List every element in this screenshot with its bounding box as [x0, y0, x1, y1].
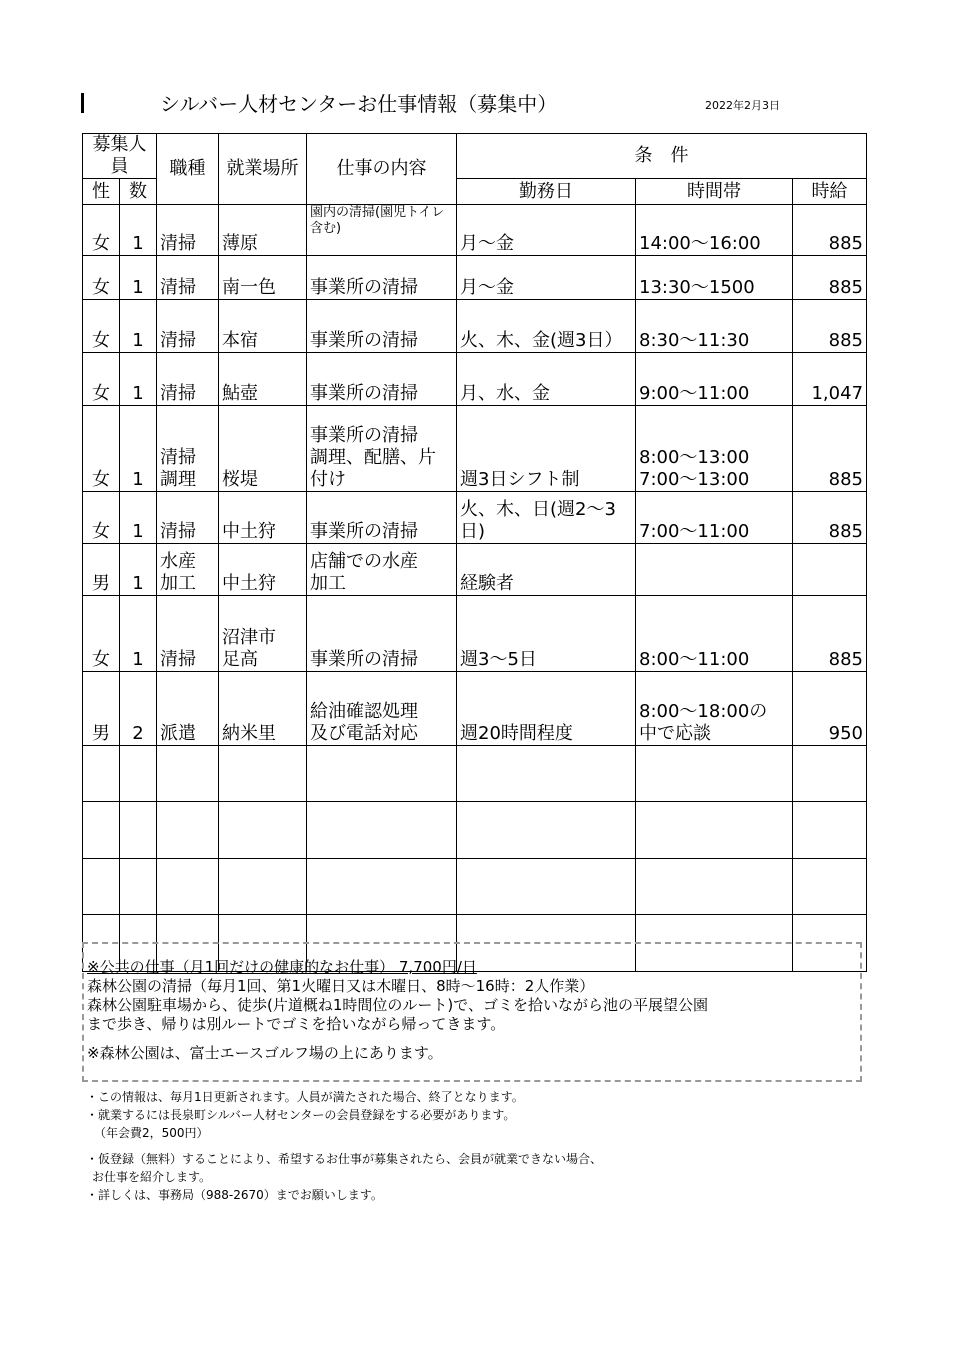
count-cell: 2 [120, 672, 157, 746]
empty-row [83, 746, 867, 802]
job-table [82, 133, 867, 972]
count-cell: 1 [120, 406, 157, 492]
place-cell: 桜堤 [219, 406, 307, 492]
issue-date: 2022年2月3日 [705, 99, 780, 112]
count-cell: 1 [120, 300, 157, 353]
sex-cell: 女 [83, 205, 120, 256]
public-job-line: 森林公園の清掃（毎月1回、第1火曜日又は木曜日、8時～16時：2人作業） [87, 977, 595, 995]
note-line: ・詳しくは、事務局（988-2670）までお願いします。 [86, 1188, 383, 1202]
hours-cell: 7:00～11:00 [636, 492, 793, 544]
empty-cell [457, 746, 636, 802]
sex-cell: 女 [83, 256, 120, 300]
content-cell: 給油確認処理 及び電話対応 [307, 672, 457, 746]
public-job-box [82, 942, 862, 1082]
table-row [83, 492, 867, 544]
wage-header: 時給 [793, 179, 867, 205]
days-cell: 火、木、日(週2～3日) [457, 492, 636, 544]
hours-cell: 8:30～11:30 [636, 300, 793, 353]
place-cell: 鮎壺 [219, 353, 307, 406]
conditions-header: 条 件 [457, 134, 867, 179]
public-job-line: まで歩き、帰りは別ルートでゴミを拾いながら帰ってきます。 [87, 1015, 506, 1033]
job-cell: 清掃 [157, 353, 219, 406]
wage-cell: 885 [793, 256, 867, 300]
wage-cell: 1,047 [793, 353, 867, 406]
sex-header: 性 [83, 179, 120, 205]
empty-cell [83, 859, 120, 915]
wage-cell: 885 [793, 205, 867, 256]
place-cell: 南一色 [219, 256, 307, 300]
table-row [83, 256, 867, 300]
content-cell: 店舗での水産 加工 [307, 544, 457, 596]
hours-header: 時間帯 [636, 179, 793, 205]
sex-cell: 女 [83, 406, 120, 492]
table-row [83, 596, 867, 672]
sex-cell: 女 [83, 492, 120, 544]
content-cell: 事業所の清掃 [307, 300, 457, 353]
wage-cell: 950 [793, 672, 867, 746]
content-cell: 事業所の清掃 [307, 353, 457, 406]
empty-cell [219, 746, 307, 802]
job-cell: 清掃 [157, 256, 219, 300]
public-job-heading: ※公共の仕事（月1回だけの健康的なお仕事） 7,700円/日 [87, 958, 477, 976]
job-cell: 水産 加工 [157, 544, 219, 596]
content-cell: 事業所の清掃 調理、配膳、片付け [307, 406, 457, 492]
empty-cell [793, 746, 867, 802]
empty-cell [307, 859, 457, 915]
note-line: お仕事を紹介します。 [92, 1170, 212, 1184]
days-cell: 月～金 [457, 205, 636, 256]
empty-cell [307, 802, 457, 859]
content-cell: 事業所の清掃 [307, 596, 457, 672]
job-header: 職種 [157, 134, 219, 205]
sex-cell: 男 [83, 672, 120, 746]
table-row [83, 205, 867, 256]
empty-cell [457, 859, 636, 915]
table-row [83, 353, 867, 406]
sex-cell: 男 [83, 544, 120, 596]
empty-cell [157, 802, 219, 859]
job-cell: 清掃 [157, 492, 219, 544]
days-cell: 経験者 [457, 544, 636, 596]
public-job-note: ※森林公園は、富士エースゴルフ場の上にあります。 [87, 1044, 443, 1062]
public-job-line: 森林公園駐車場から、徒歩(片道概ね1時間位のルート)で、ゴミを拾いながら池の平展望公園 [87, 996, 708, 1014]
empty-cell [636, 746, 793, 802]
empty-cell [636, 802, 793, 859]
empty-cell [120, 859, 157, 915]
count-cell: 1 [120, 353, 157, 406]
place-cell: 薄原 [219, 205, 307, 256]
hours-cell: 14:00～16:00 [636, 205, 793, 256]
empty-cell [120, 746, 157, 802]
table-row [83, 544, 867, 596]
hours-cell: 8:00～18:00の 中で応談 [636, 672, 793, 746]
place-cell: 中土狩 [219, 544, 307, 596]
days-cell: 月、水、金 [457, 353, 636, 406]
count-cell: 1 [120, 544, 157, 596]
place-header: 就業場所 [219, 134, 307, 205]
empty-cell [219, 859, 307, 915]
content-cell: 事業所の清掃 [307, 256, 457, 300]
hours-cell: 8:00～11:00 [636, 596, 793, 672]
days-cell: 週3～5日 [457, 596, 636, 672]
count-cell: 1 [120, 205, 157, 256]
sex-cell: 女 [83, 353, 120, 406]
recruit-header: 募集人員 [83, 134, 157, 179]
empty-row [83, 859, 867, 915]
count-cell: 1 [120, 596, 157, 672]
days-cell: 火、木、金(週3日） [457, 300, 636, 353]
empty-cell [120, 802, 157, 859]
empty-cell [793, 802, 867, 859]
place-cell: 納米里 [219, 672, 307, 746]
count-header: 数 [120, 179, 157, 205]
job-cell: 派遣 [157, 672, 219, 746]
wage-cell: 885 [793, 406, 867, 492]
empty-cell [157, 859, 219, 915]
empty-cell [83, 746, 120, 802]
note-line: ・就業するには長泉町シルバー人材センターの会員登録をする必要があります。 [86, 1108, 516, 1122]
job-cell: 清掃 [157, 300, 219, 353]
empty-cell [457, 802, 636, 859]
place-cell: 沼津市 足高 [219, 596, 307, 672]
sex-cell: 女 [83, 300, 120, 353]
days-header: 勤務日 [457, 179, 636, 205]
job-cell: 清掃 調理 [157, 406, 219, 492]
empty-cell [219, 802, 307, 859]
note-line: ・この情報は、毎月1日更新されます。人員が満たされた場合、終了となります。 [86, 1090, 524, 1104]
days-cell: 週20時間程度 [457, 672, 636, 746]
footer-notes [86, 1088, 602, 1204]
place-cell: 中土狩 [219, 492, 307, 544]
empty-cell [307, 746, 457, 802]
note-line: （年会費2，500円） [94, 1126, 209, 1140]
sex-cell: 女 [83, 596, 120, 672]
header-row-1 [83, 134, 867, 179]
empty-cell [83, 802, 120, 859]
wage-cell [793, 544, 867, 596]
wage-cell: 885 [793, 300, 867, 353]
job-cell: 清掃 [157, 596, 219, 672]
empty-cell [793, 859, 867, 915]
hours-cell [636, 544, 793, 596]
content-cell: 事業所の清掃 [307, 492, 457, 544]
title-bar-mark [81, 93, 84, 113]
days-cell: 月～金 [457, 256, 636, 300]
count-cell: 1 [120, 492, 157, 544]
wage-cell: 885 [793, 492, 867, 544]
wage-cell: 885 [793, 596, 867, 672]
hours-cell: 9:00～11:00 [636, 353, 793, 406]
content-header: 仕事の内容 [307, 134, 457, 205]
place-cell: 本宿 [219, 300, 307, 353]
count-cell: 1 [120, 256, 157, 300]
note-line: ・仮登録（無料）することにより、希望するお仕事が募集されたら、会員が就業できない場合、 [86, 1152, 603, 1166]
table-row [83, 300, 867, 353]
page-title: シルバー人材センターお仕事情報（募集中） [160, 92, 558, 116]
hours-cell: 13:30～1500 [636, 256, 793, 300]
empty-cell [636, 859, 793, 915]
days-cell: 週3日シフト制 [457, 406, 636, 492]
empty-cell [157, 746, 219, 802]
job-cell: 清掃 [157, 205, 219, 256]
table-row [83, 672, 867, 746]
table-row [83, 406, 867, 492]
content-cell: 園内の清掃(園児トイレ含む) [307, 205, 457, 256]
empty-row [83, 802, 867, 859]
hours-cell: 8:00～13:00 7:00～13:00 [636, 406, 793, 492]
